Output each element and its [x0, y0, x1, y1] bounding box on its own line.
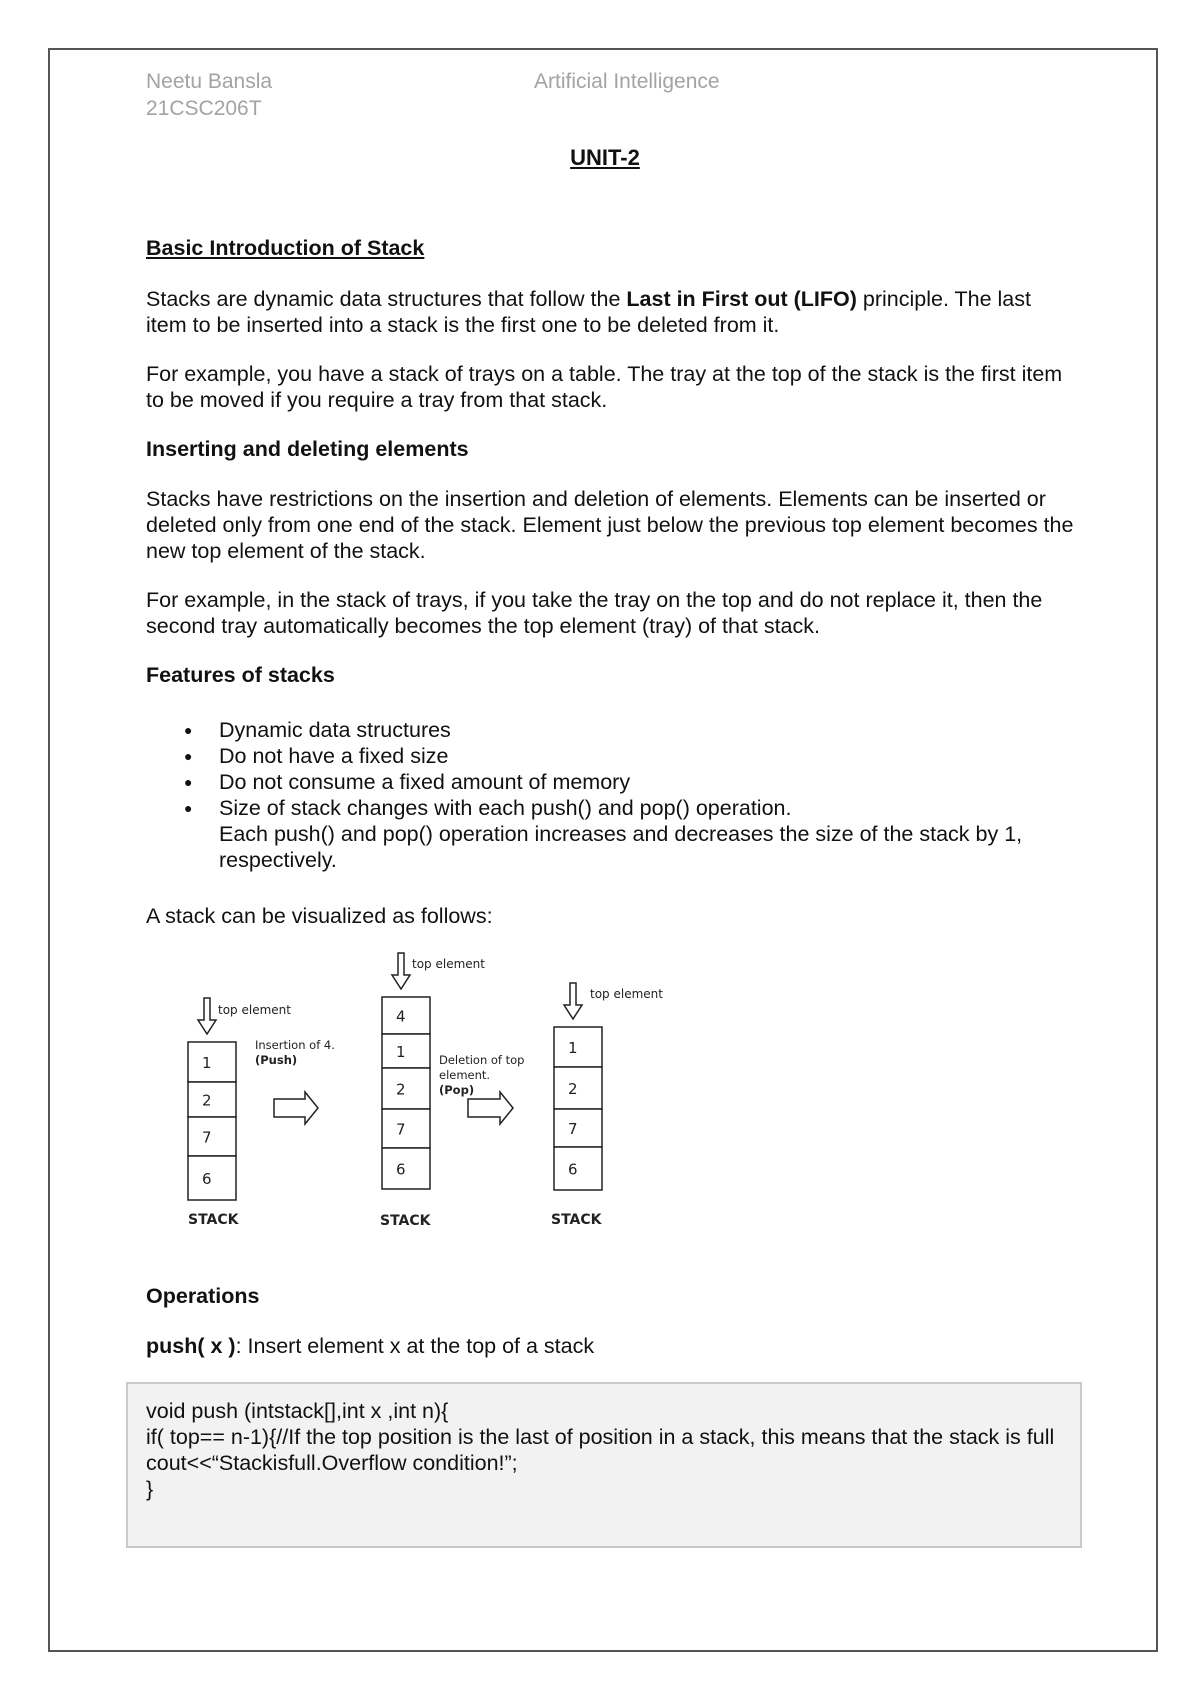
push-signature: push( x )	[146, 1334, 236, 1358]
stack-cell	[188, 1156, 236, 1200]
top-arrow-icon	[564, 983, 582, 1019]
header-subject: Artificial Intelligence	[534, 70, 720, 93]
code-line: void push (intstack[],int x ,int n){	[146, 1399, 449, 1423]
top-arrow-icon	[198, 998, 216, 1034]
header-course-code: 21CSC206T	[146, 97, 262, 120]
unit-title: UNIT-2	[570, 145, 640, 170]
stack-cell-value: 1	[568, 1039, 578, 1057]
stack-label: STACK	[188, 1212, 239, 1228]
inserting-paragraph: Stacks have restrictions on the insertion and deletion of elements. Elements can be inserted or deleted only from one end of the stack. Element just below the previous top element becomes the new top element of the stack.	[146, 487, 1074, 563]
stack-2	[382, 997, 430, 1189]
pop-arrow-icon	[468, 1092, 513, 1124]
stack-cell-value: 6	[202, 1170, 212, 1188]
push-description: : Insert element x at the top of a stack	[235, 1334, 595, 1358]
stack-cell	[554, 1147, 602, 1190]
stack-cell	[382, 1148, 430, 1189]
stack-cell-value: 2	[202, 1091, 212, 1110]
top-element-label: top element	[590, 987, 663, 1001]
push-label-line1: Insertion of 4.	[255, 1038, 335, 1052]
stack-3	[554, 1027, 602, 1190]
stack-1	[188, 1042, 236, 1200]
features-heading: Features of stacks	[146, 663, 335, 687]
code-line: }	[146, 1477, 154, 1501]
stack-cell	[382, 1068, 430, 1109]
stack-cell-value: 1	[396, 1043, 406, 1061]
code-block	[126, 1382, 1082, 1548]
pop-label-line2: element.	[439, 1068, 491, 1082]
section-title-text: Basic Introduction of Stack	[146, 236, 425, 260]
top-arrow-icon	[392, 953, 410, 989]
pop-label-line1: Deletion of top	[439, 1053, 525, 1067]
stack-cell-value: 2	[568, 1080, 578, 1098]
stack-cell	[382, 1034, 430, 1068]
stack-cell	[554, 1109, 602, 1147]
list-item: ● Do not have a fixed size	[146, 743, 1076, 769]
top-element-label: top element	[218, 1003, 291, 1017]
stack-cell-value: 7	[202, 1128, 212, 1147]
inserting-heading: Inserting and deleting elements	[146, 437, 469, 461]
stack-cell-value: 7	[396, 1120, 406, 1139]
stack-cell	[188, 1042, 236, 1082]
stack-cell	[188, 1082, 236, 1117]
stack-cell	[554, 1067, 602, 1109]
push-arrow-icon	[274, 1092, 318, 1124]
code-line: cout<<“Stackisfull.Overflow condition!”;	[146, 1451, 518, 1475]
push-label-line2: (Push)	[255, 1053, 298, 1067]
intro-text-b: principle. The last item to be inserted into a stack is the first one to be deleted from it.	[146, 287, 1031, 337]
stack-cell	[188, 1117, 236, 1156]
stack-cell	[382, 997, 430, 1034]
stack-cell-value: 7	[568, 1120, 578, 1138]
list-item: ● Dynamic data structures	[146, 717, 1076, 743]
example-paragraph-2: For example, in the stack of trays, if you take the tray on the top and do not replace it, then the second tray automatically becomes the top element (tray) of that stack.	[146, 588, 1043, 638]
operations-heading: Operations	[146, 1284, 260, 1308]
stack-label: STACK	[380, 1213, 431, 1229]
features-note: Each push() and pop() operation increases and decreases the size of the stack by 1, respectively.	[219, 822, 1023, 872]
visualized-text: A stack can be visualized as follows:	[146, 904, 493, 928]
intro-text-a: Stacks are dynamic data structures that follow the	[146, 287, 627, 311]
stack-cell-value: 2	[396, 1080, 406, 1099]
top-element-label: top element	[412, 957, 485, 971]
code-line: if( top== n-1){//If the top position is the last of position in a stack, this means that the stack is full	[146, 1425, 1055, 1449]
pop-label-line3: (Pop)	[439, 1083, 475, 1097]
stack-cell-value: 4	[396, 1007, 406, 1026]
header-author: Neetu Bansla	[146, 70, 273, 93]
intro-lifo: Last in First out (LIFO)	[626, 287, 857, 311]
stack-cell	[554, 1027, 602, 1067]
example-paragraph-1: For example, you have a stack of trays on a table. The tray at the top of the stack is the first item to be moved if you require a tray from that stack.	[146, 362, 1063, 412]
stack-cell-value: 6	[396, 1160, 406, 1179]
push-definition	[146, 1333, 1076, 1359]
list-item: ● Do not consume a fixed amount of memory	[146, 769, 1076, 795]
stack-cell	[382, 1109, 430, 1148]
list-item: ● Size of stack changes with each push() and pop() operation.	[146, 795, 1076, 821]
stack-label: STACK	[551, 1212, 602, 1228]
stack-cell-value: 6	[568, 1160, 578, 1179]
stack-cell-value: 1	[202, 1054, 212, 1072]
